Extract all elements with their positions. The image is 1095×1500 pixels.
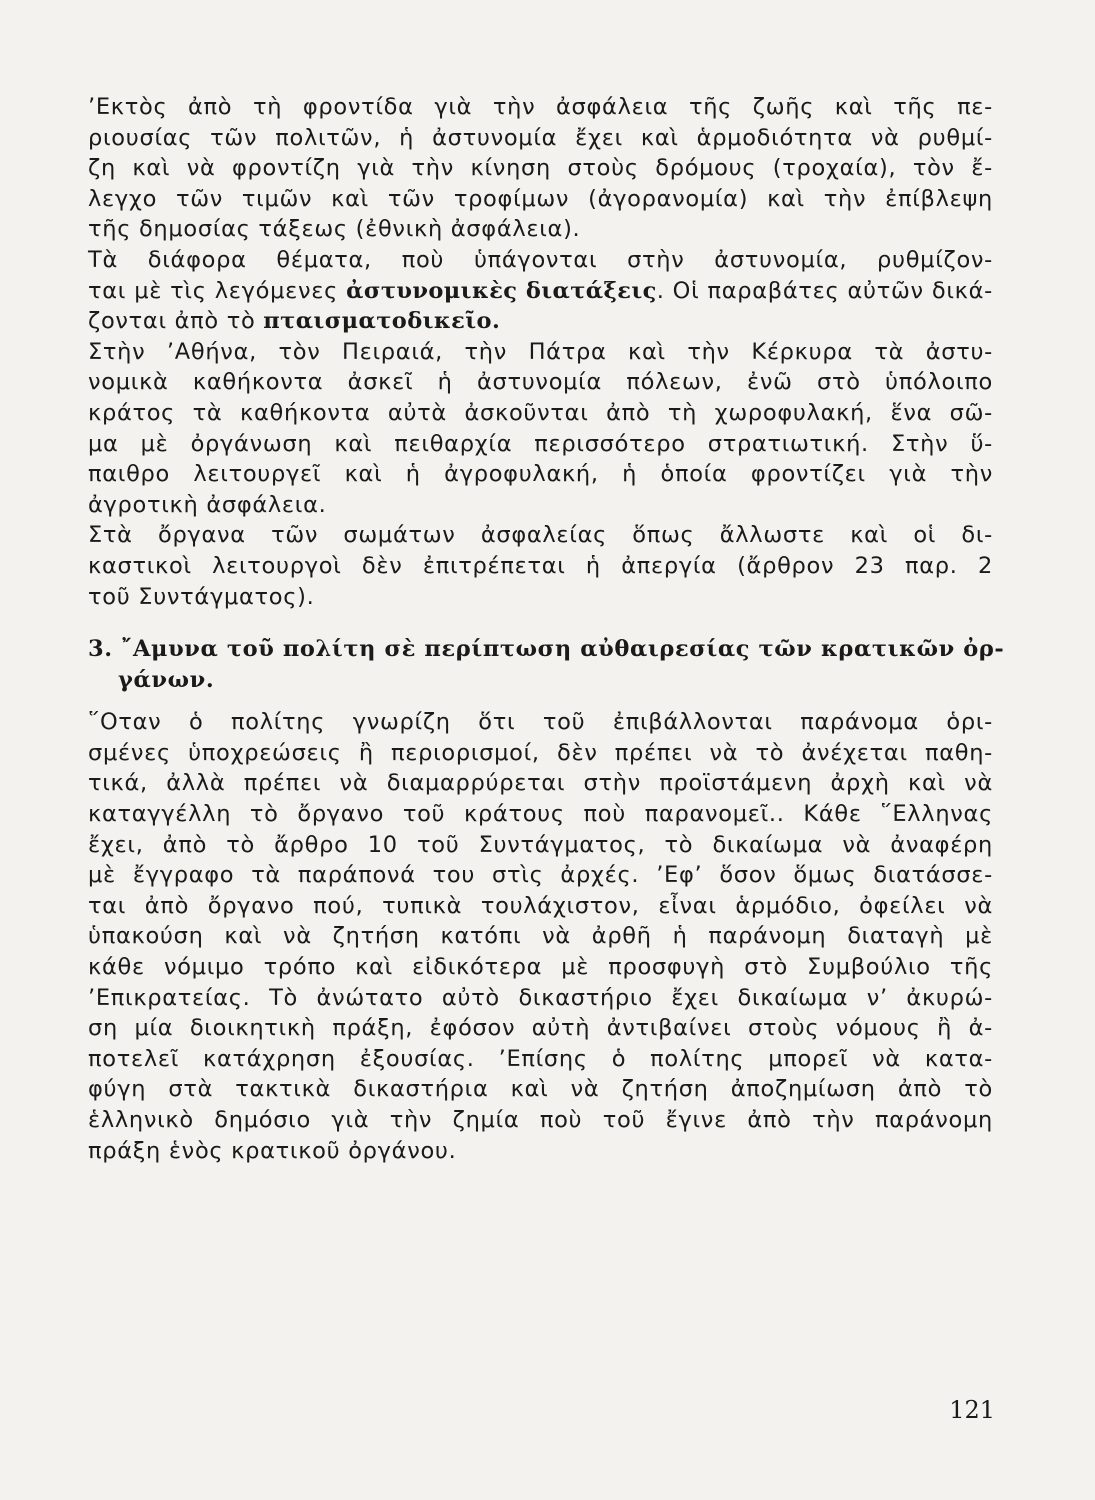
text-line: ση μία διοικητικὴ πράξη, ἐφόσον αὐτὴ ἀντιβαίνει στοὺς νόμους ἢ ἀ-	[88, 1015, 993, 1042]
text-line: καταγγέλλη τὸ ὄργανο τοῦ κράτους ποὺ παρανομεῖ.. Κάθε ῞Ελληνας	[88, 801, 993, 828]
text-line: τικά, ἀλλὰ πρέπει νὰ διαμαρρύρεται στὴν προϊστάμενη ἀρχὴ καὶ νὰ	[88, 770, 993, 797]
paragraph-strike-ban	[88, 520, 993, 612]
text-line: σμένες ὑποχρεώσεις ἢ περιορισμοί, δὲν πρέπει νὰ τὸ ἀνέχεται παθη-	[88, 739, 993, 766]
bold-term-police-regulations: ἀστυνομικὲς διατάξεις	[346, 277, 657, 304]
text-line: ὑπακούση καὶ νὰ ζητήση κατόπι νὰ ἀρθῆ ἡ παράνομη διαταγὴ μὲ	[88, 923, 993, 950]
body-text	[88, 92, 1005, 1166]
text-line: ῞Οταν ὁ πολίτης γνωρίζη ὅτι τοῦ ἐπιβάλλονται παράνομα ὁρι-	[88, 709, 993, 736]
text-line: κράτος τὰ καθήκοντα αὐτὰ ἀσκοῦνται ἀπὸ τὴ χωροφυλακή, ἕνα σῶ-	[88, 399, 993, 426]
paragraph-citizen-defense	[88, 707, 993, 1166]
text-line: ται ἀπὸ ὄργανο πού, τυπικὰ τουλάχιστον, εἶναι ἁρμόδιο, ὀφείλει νὰ	[88, 892, 993, 919]
text-line: καστικοὶ λειτουργοὶ δὲν ἐπιτρέπεται ἡ ἀπεργία (ἄρθρον 23 παρ. 2	[88, 552, 993, 579]
heading-line: γάνων.	[118, 666, 215, 693]
text-line: πράξη ἑνὸς κρατικοῦ ὀργάνου.	[88, 1137, 457, 1164]
paragraph-police-duties	[88, 92, 993, 245]
text-line: ποτελεῖ κατάχρηση ἐξουσίας. ’Επίσης ὁ πολίτης μπορεῖ νὰ κατα-	[88, 1045, 993, 1072]
bold-term-police-court: πταισματοδικεῖο.	[263, 308, 501, 335]
text-line: τῆς δημοσίας τάξεως (ἐθνικὴ ἀσφάλεια).	[88, 216, 581, 243]
text-run: ζονται ἀπὸ τὸ	[88, 308, 264, 335]
text-line: Στὰ ὄργανα τῶν σωμάτων ἀσφαλείας ὅπως ἄλλωστε καὶ οἱ δι-	[88, 522, 993, 549]
text-line: μα μὲ ὀργάνωση καὶ πειθαρχία περισσότερο στρατιωτική. Στὴν ὕ-	[88, 430, 993, 457]
page-number: 121	[949, 1396, 995, 1424]
text-line: παιθρο λειτουργεῖ καὶ ἡ ἀγροφυλακή, ἡ ὁποία φροντίζει γιὰ τὴν	[88, 461, 993, 488]
text-line: ριουσίας τῶν πολιτῶν, ἡ ἀστυνομία ἔχει καὶ ἁρμοδιότητα νὰ ρυθμί-	[88, 124, 993, 151]
text-line: Στὴν ’Αθήνα, τὸν Πειραιά, τὴν Πάτρα καὶ τὴν Κέρκυρα τὰ ἀστυ-	[88, 338, 993, 365]
text-line: ἔχει, ἀπὸ τὸ ἄρθρο 10 τοῦ Συντάγματος, τὸ δικαίωμα νὰ ἀναφέρη	[88, 831, 993, 858]
text-line: ἑλληνικὸ δημόσιο γιὰ τὴν ζημία ποὺ τοῦ ἔγινε ἀπὸ τὴν παράνομη	[88, 1107, 993, 1133]
text-line: νομικὰ καθήκοντα ἀσκεῖ ἡ ἀστυνομία πόλεων, ἐνῶ στὸ ὑπόλοιπο	[88, 369, 993, 396]
paragraph-city-police	[88, 337, 993, 521]
text-run: . Οἱ παραβάτες αὐτῶν δικά-	[656, 277, 993, 304]
text-line: τοῦ Συντάγματος).	[88, 583, 315, 610]
section-heading	[88, 634, 1005, 695]
text-line: κάθε νόμιμο τρόπο καὶ εἰδικότερα μὲ προσφυγὴ στὸ Συμβούλιο τῆς	[88, 954, 993, 981]
text-line: ’Εκτὸς ἀπὸ τὴ φροντίδα γιὰ τὴν ἀσφάλεια τῆς ζωῆς καὶ τῆς πε-	[88, 94, 993, 120]
text-run: ται μὲ τὶς λεγόμενες	[88, 277, 347, 304]
text-line: ’Επικρατείας. Τὸ ἀνώτατο αὐτὸ δικαστήριο ἔχει δικαίωμα ν’ ἀκυρώ-	[88, 984, 993, 1011]
text-line	[88, 306, 993, 337]
text-line: ζη καὶ νὰ φροντίζη γιὰ τὴν κίνηση στοὺς δρόμους (τροχαία), τὸν ἔ-	[88, 155, 993, 182]
text-line: Τὰ διάφορα θέματα, ποὺ ὑπάγονται στὴν ἀστυνομία, ρυθμίζον-	[88, 246, 993, 273]
text-line: λεγχο τῶν τιμῶν καὶ τῶν τροφίμων (ἀγορανομία) καὶ τὴν ἐπίβλεψη	[88, 185, 993, 212]
paragraph-police-regulations	[88, 245, 993, 337]
heading-line: 3. ῎Αμυνα τοῦ πολίτη σὲ περίπτωση αὐθαιρεσίας τῶν κρατικῶν ὀρ-	[88, 636, 1005, 663]
text-line: μὲ ἔγγραφο τὰ παράπονά του στὶς ἀρχές. ’Εφ’ ὅσον ὅμως διατάσσε-	[88, 862, 993, 889]
text-line: ἀγροτικὴ ἀσφάλεια.	[88, 491, 327, 518]
text-line	[88, 276, 993, 307]
text-line: φύγη στὰ τακτικὰ δικαστήρια καὶ νὰ ζητήση ἀποζημίωση ἀπὸ τὸ	[88, 1076, 993, 1103]
